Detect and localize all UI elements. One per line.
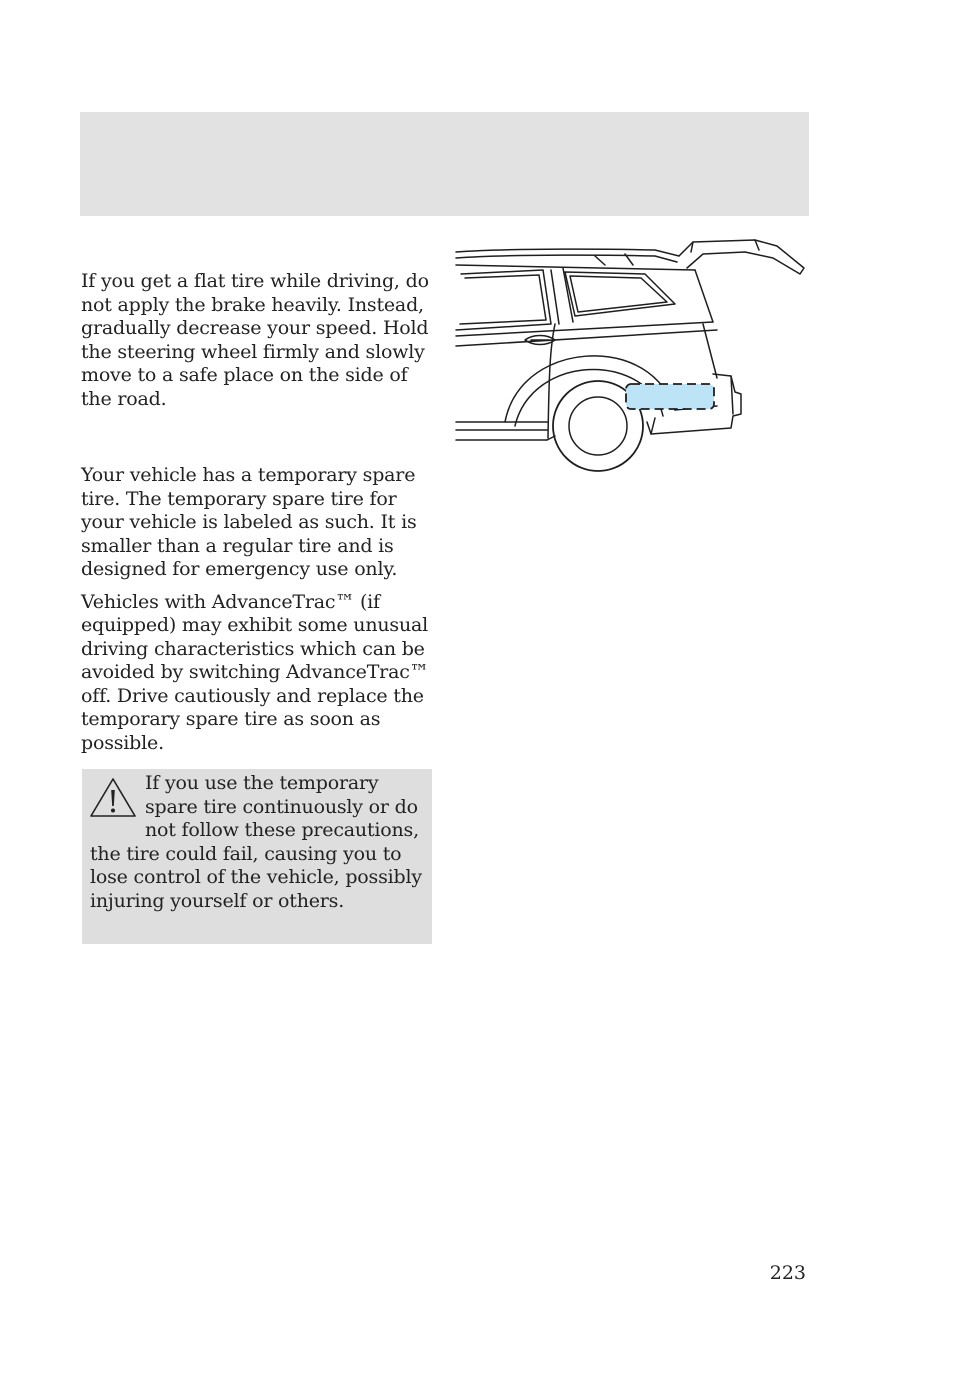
spare-tire-location-highlight [626, 384, 714, 409]
flat-tire-section [81, 270, 431, 420]
paragraph-temporary-spare: Your vehicle has a temporary spare tire. The temporary spare tire for your vehicle is labeled as such. It is smaller than a regular tire and is designed for emergency use only. [81, 464, 417, 580]
temporary-spare-section [81, 464, 431, 764]
paragraph-advancetrac: Vehicles with AdvanceTrac™ (if equipped) may exhibit some unusual driving characteristics which can be avoided by switching AdvanceTrac™ off. Drive cautiously and replace the temporary spare tire as soon as possible. [81, 590, 429, 754]
warning-text: If you use the temporary spare tire continuously or do not follow these precautions, the tire could fail, causing you to lose control of the vehicle, possibly injuring yourself or others. [90, 772, 422, 912]
warning-triangle-icon [88, 776, 138, 820]
paragraph-flat-tire: If you get a flat tire while driving, do not apply the brake heavily. Instead, gradually decrease your speed. Hold the steering wheel firmly and slowly move to a safe place on the side of the road. [81, 270, 429, 410]
section-header-band [80, 112, 809, 216]
warning-box [82, 769, 432, 944]
vehicle-rear-illustration [455, 238, 807, 474]
page-number: 223 [769, 1262, 806, 1284]
